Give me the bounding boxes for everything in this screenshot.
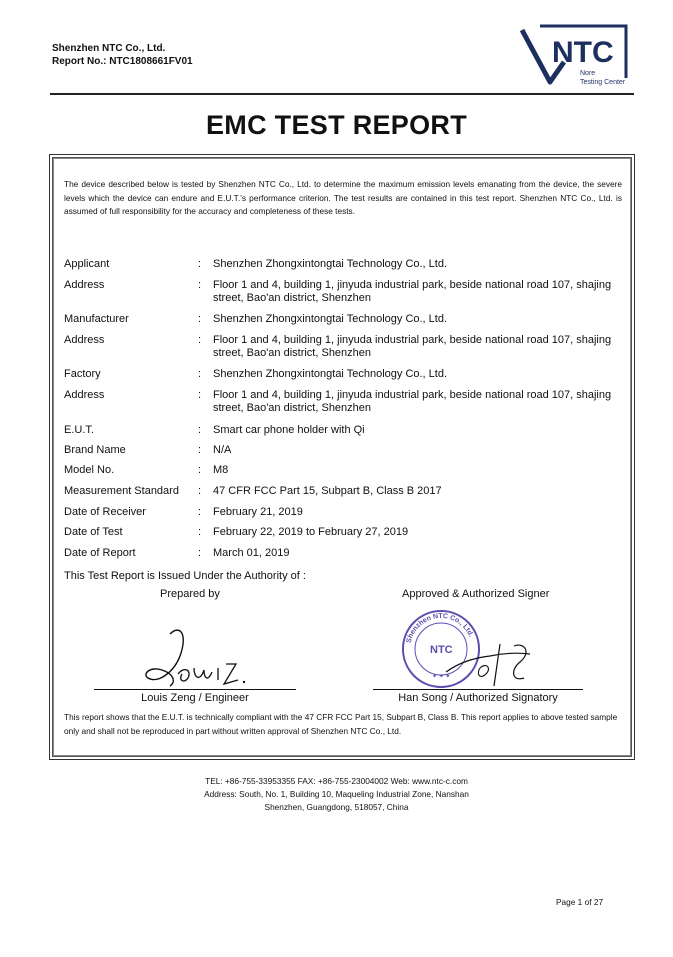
field-colon: : xyxy=(198,313,202,325)
field-colon: : xyxy=(198,334,202,346)
report-number: Report No.: NTC1808661FV01 xyxy=(52,56,193,67)
field-label: Brand Name xyxy=(64,444,126,456)
header-rule xyxy=(50,93,634,95)
prepared-by-label: Prepared by xyxy=(160,588,220,600)
field-label: Measurement Standard xyxy=(64,485,179,497)
field-label: Applicant xyxy=(64,258,110,270)
signature-line-prepared xyxy=(94,689,296,690)
field-colon: : xyxy=(198,389,202,401)
field-value: February 21, 2019 xyxy=(213,506,303,518)
field-value: M8 xyxy=(213,464,229,476)
field-value: Smart car phone holder with Qi xyxy=(213,424,365,436)
page-number: Page 1 of 27 xyxy=(556,897,604,907)
field-value: Floor 1 and 4, building 1, jinyuda industrial park, beside national road 107, shajing street, Bao'an district, Shenzhen xyxy=(213,279,612,304)
signature-line-approved xyxy=(373,689,583,690)
field-colon: : xyxy=(198,526,202,538)
intro-paragraph: The device described below is tested by Shenzhen NTC Co., Ltd. to determine the maximum emission levels emanating from the device, the severe levels which the device can endure and E.U.T.’s performance criterion. The test results are contained in this test report. Shenzhen NTC Co., Ltd. is assumed of full responsibility for the accuracy and completeness of these tests. xyxy=(64,179,622,217)
field-label: Address xyxy=(64,389,105,401)
field-value: Floor 1 and 4, building 1, jinyuda industrial park, beside national road 107, shajing street, Bao'an district, Shenzhen xyxy=(213,389,612,414)
field-label: Date of Report xyxy=(64,547,136,559)
field-colon: : xyxy=(198,258,202,270)
field-colon: : xyxy=(198,444,202,456)
field-value: 47 CFR FCC Part 15, Subpart B, Class B 2017 xyxy=(213,485,442,497)
company-name: Shenzhen NTC Co., Ltd. xyxy=(52,43,166,54)
logo-text: NTC xyxy=(552,36,614,69)
field-label: Model No. xyxy=(64,464,115,476)
field-colon: : xyxy=(198,368,202,380)
footer-address-line: Address: South, No. 1, Building 10, Maqueling Industrial Zone, Nanshan xyxy=(204,789,469,799)
field-label: Address xyxy=(64,334,105,346)
field-colon: : xyxy=(198,506,202,518)
footer-city-line: Shenzhen, Guangdong, 518057, China xyxy=(264,802,409,812)
seal-text: Shenzhen NTC Co., Ltd. xyxy=(405,612,475,644)
field-value: Floor 1 and 4, building 1, jinyuda industrial park, beside national road 107, shajing street, Bao'an district, Shenzhen xyxy=(213,334,612,359)
footer-contact xyxy=(0,775,673,814)
approver-name: Han Song / Authorized Signatory xyxy=(398,692,558,704)
field-label: Manufacturer xyxy=(64,313,129,325)
svg-text:NTC: NTC xyxy=(430,644,453,656)
ntc-logo xyxy=(520,22,632,92)
compliance-statement: This report shows that the E.U.T. is technically compliant with the 47 CFR FCC Part 15, Subpart B, Class B. This report applies to above tested sample only and shall not be reproduced in part without written approval of Shenzhen NTC Co., Ltd. xyxy=(64,712,618,736)
field-value: N/A xyxy=(213,444,232,456)
field-colon: : xyxy=(198,279,202,291)
field-colon: : xyxy=(198,424,202,436)
report-frame xyxy=(52,157,632,757)
preparer-name: Louis Zeng / Engineer xyxy=(141,692,249,704)
field-label: Factory xyxy=(64,368,101,380)
field-label: E.U.T. xyxy=(64,424,94,436)
field-value: February 22, 2019 to February 27, 2019 xyxy=(213,526,409,538)
field-value: Shenzhen Zhongxintongtai Technology Co., Ltd. xyxy=(213,258,448,270)
footer-phone-line: TEL: +86-755-33953355 FAX: +86-755-23004002 Web: www.ntc-c.com xyxy=(205,776,468,786)
field-value: Shenzhen Zhongxintongtai Technology Co., Ltd. xyxy=(213,313,448,325)
logo-sub2: Testing Center xyxy=(580,79,626,86)
approved-by-label: Approved & Authorized Signer xyxy=(402,588,550,600)
field-label: Address xyxy=(64,279,105,291)
field-value: Shenzhen Zhongxintongtai Technology Co., Ltd. xyxy=(213,368,448,380)
field-colon: : xyxy=(198,464,202,476)
field-colon: : xyxy=(198,547,202,559)
handwritten-signature-louis xyxy=(140,620,270,692)
field-label: Date of Receiver xyxy=(64,506,146,518)
authority-line: This Test Report is Issued Under the Authority of : xyxy=(64,570,306,582)
field-label: Date of Test xyxy=(64,526,123,538)
logo-sub1: Nore xyxy=(580,70,596,77)
page-title: EMC TEST REPORT xyxy=(205,110,467,140)
field-value: March 01, 2019 xyxy=(213,547,290,559)
svg-text:✦ ✦ ✦: ✦ ✦ ✦ xyxy=(432,674,451,680)
field-colon: : xyxy=(198,485,202,497)
